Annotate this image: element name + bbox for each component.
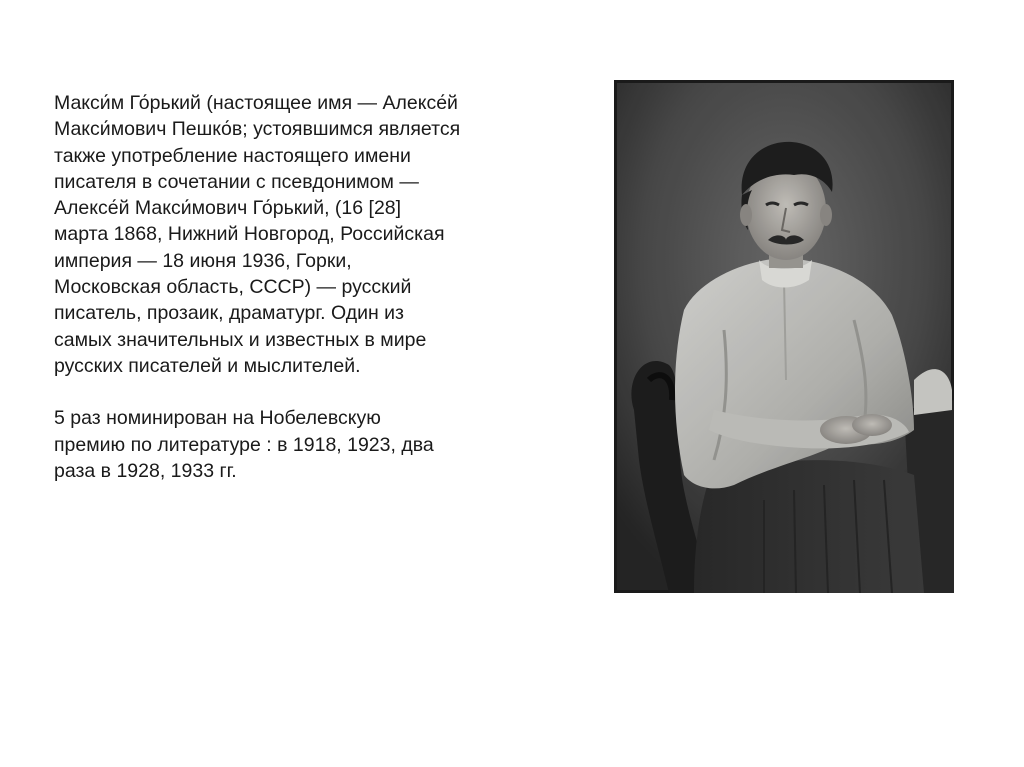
paragraph-1-line: Московская область, СССР) — русский: [54, 276, 412, 299]
portrait-photo-icon: [614, 80, 954, 593]
paragraph-gap: [54, 379, 574, 405]
paragraph-2-line: 5 раз номинирован на Нобелевскую: [54, 407, 381, 430]
paragraph-1-line: писателя в сочетании с псевдонимом —: [54, 170, 419, 193]
paragraph-1-line: писатель, прозаик, драматург. Один из: [54, 302, 404, 325]
paragraph-1-line: марта 1868, Нижний Новгород, Российская: [54, 223, 445, 246]
biography-text: [54, 90, 574, 484]
paragraph-1-line: самых значительных и известных в мире: [54, 328, 427, 351]
paragraph-1-line: Макси́мович Пешко́в; устоявшимся является: [54, 118, 461, 141]
paragraph-2-line: раза в 1928, 1933 гг.: [54, 459, 237, 482]
paragraph-1-line: Макси́м Го́рький (настоящее имя — Алексе́й: [54, 92, 458, 114]
paragraph-2-line: премию по литературе : в 1918, 1923, два: [54, 433, 434, 456]
paragraph-1-line: империя — 18 июня 1936, Горки,: [54, 249, 352, 272]
paragraph-1-line: русских писателей и мыслителей.: [54, 354, 361, 377]
portrait-photo: [614, 80, 954, 593]
paragraph-1-line: Алексе́й Макси́мович Го́рький, (16 [28]: [54, 197, 402, 220]
paragraph-1-line: также употребление настоящего имени: [54, 144, 411, 167]
